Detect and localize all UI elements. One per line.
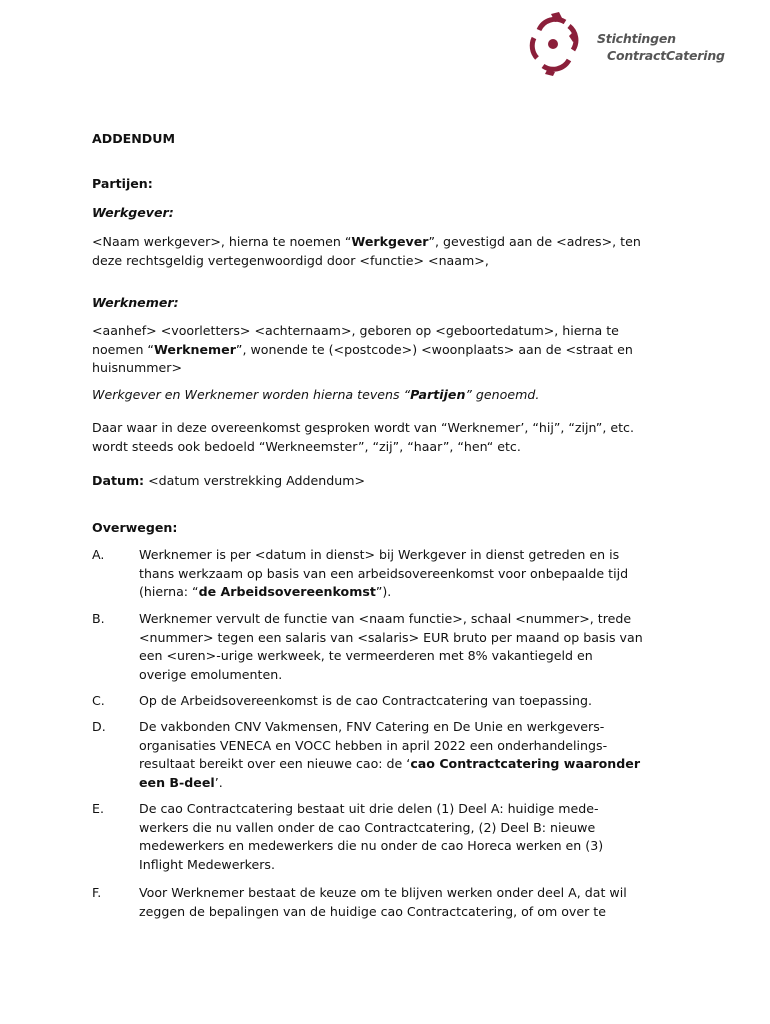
recital-d-bold-2: een B-deel [139, 774, 215, 790]
recital-c-line-1: Op de Arbeidsovereenkomst is de cao Contractcatering van toepassing. [139, 693, 593, 708]
recital-a-line-1: Werknemer is per <datum in dienst> bij Werkgever in dienst getreden en is [139, 547, 620, 562]
werknemer-line-2 [92, 341, 682, 360]
recital-e-line-1: De cao Contractcatering bestaat uit drie delen (1) Deel A: huidige mede- [139, 801, 599, 816]
recital-a-line-3 [139, 583, 628, 602]
document-title: ADDENDUM [92, 131, 176, 146]
werknemer-line-3: huisnummer> [92, 360, 183, 376]
werkgever-line-1 [92, 233, 682, 252]
recital-d-line-3 [139, 755, 640, 774]
datum-line [92, 472, 365, 491]
recital-label-e: E. [92, 801, 104, 816]
recital-item-b [92, 610, 643, 684]
werkgever-text-a: <Naam werkgever>, hierna te noemen “ [92, 234, 352, 249]
datum-value: <datum verstrekking Addendum> [144, 473, 366, 488]
recital-item-e [92, 800, 603, 874]
werknemer-text-b: ”, wonende te (<postcode>) <woonplaats> aan de <straat en [235, 341, 633, 357]
recital-d-line-2: organisaties VENECA en VOCC hebben in april 2022 een onderhandelings- [139, 737, 608, 753]
recital-d-line-4 [139, 774, 640, 793]
recital-a-line-2: thans werkzaam op basis van een arbeidsovereenkomst voor onbepaalde tijd [139, 565, 629, 581]
logo-text [597, 30, 725, 64]
recital-d-line-1: De vakbonden CNV Vakmensen, FNV Catering en De Unie en werkgevers- [139, 719, 605, 734]
recital-f-line-2: zeggen de bepalingen van de huidige cao Contractcatering, of om over te [139, 903, 606, 919]
partijen-note-bold: Partijen [410, 387, 466, 402]
werknemer-paragraph [92, 322, 682, 378]
partijen-note [92, 386, 539, 405]
logo-line-1: Stichtingen [597, 31, 676, 46]
recital-label-d: D. [92, 719, 106, 734]
logo-line-2: ContractCatering [607, 48, 725, 63]
werkgever-text-b: ”, gevestigd aan de <adres>, ten [428, 234, 641, 249]
werknemer-heading: Werknemer: [92, 295, 179, 310]
recital-label-c: C. [92, 693, 105, 708]
werkgever-heading: Werkgever: [92, 205, 174, 220]
recital-e-line-3: medewerkers en medewerkers die nu onder de cao Horeca werken en (3) [139, 838, 604, 854]
recital-d-bold-1: cao Contractcatering waaronder [410, 756, 641, 772]
logo [529, 10, 729, 76]
recital-item-f [92, 884, 627, 921]
recital-a-text-a: (hierna: “ [139, 584, 199, 600]
circular-logo-icon [529, 10, 579, 76]
recital-item-d [92, 718, 640, 792]
werknemer-bold: Werknemer [153, 341, 236, 357]
werkgever-line-2: deze rechtsgeldig vertegenwoordigd door <functie> <naam>, [92, 252, 489, 268]
werknemer-text-a: noemen “ [92, 341, 154, 357]
datum-label: Datum: [92, 473, 145, 488]
definition-paragraph [92, 419, 692, 456]
recital-a-bold: de Arbeidsovereenkomst [198, 584, 376, 600]
definition-line-1: Daar waar in deze overeenkomst gesproken wordt van “Werknemer’, “hij”, “zijn”, etc. [92, 420, 634, 435]
partijen-note-b: ” genoemd. [465, 387, 540, 402]
recital-b-line-1: Werknemer vervult de functie van <naam functie>, schaal <nummer>, trede [139, 611, 632, 626]
werkgever-paragraph [92, 233, 682, 270]
definition-line-2: wordt steeds ook bedoeld “Werkneemster”, “zij”, “haar”, “hen“ etc. [92, 438, 521, 454]
recital-label-b: B. [92, 611, 105, 626]
overwegen-heading: Overwegen: [92, 520, 178, 535]
recital-d-text-b: ’. [214, 774, 223, 790]
recital-d-text-a: resultaat bereikt over een nieuwe cao: de ‘ [139, 756, 411, 772]
recital-f-line-1: Voor Werknemer bestaat de keuze om te blijven werken onder deel A, dat wil [139, 885, 627, 900]
recital-label-f: F. [92, 885, 102, 900]
recital-b-line-2: <nummer> tegen een salaris van <salaris> EUR bruto per maand op basis van [139, 629, 643, 645]
partijen-note-a: Werkgever en Werknemer worden hierna tevens “ [92, 387, 411, 402]
recital-item-c [92, 692, 592, 711]
werknemer-line-1: <aanhef> <voorletters> <achternaam>, geboren op <geboortedatum>, hierna te [92, 323, 619, 338]
recital-e-line-4: Inflight Medewerkers. [139, 856, 275, 872]
recital-b-line-4: overige emolumenten. [139, 666, 283, 682]
recital-b-line-3: een <uren>-urige werkweek, te vermeerderen met 8% vakantiegeld en [139, 648, 593, 664]
recital-item-a [92, 546, 628, 602]
recital-a-text-b: ”). [375, 584, 392, 600]
recital-label-a: A. [92, 547, 105, 562]
recital-e-line-2: werkers die nu vallen onder de cao Contractcatering, (2) Deel B: nieuwe [139, 819, 596, 835]
partijen-heading: Partijen: [92, 176, 153, 191]
werkgever-bold: Werkgever [351, 234, 429, 249]
